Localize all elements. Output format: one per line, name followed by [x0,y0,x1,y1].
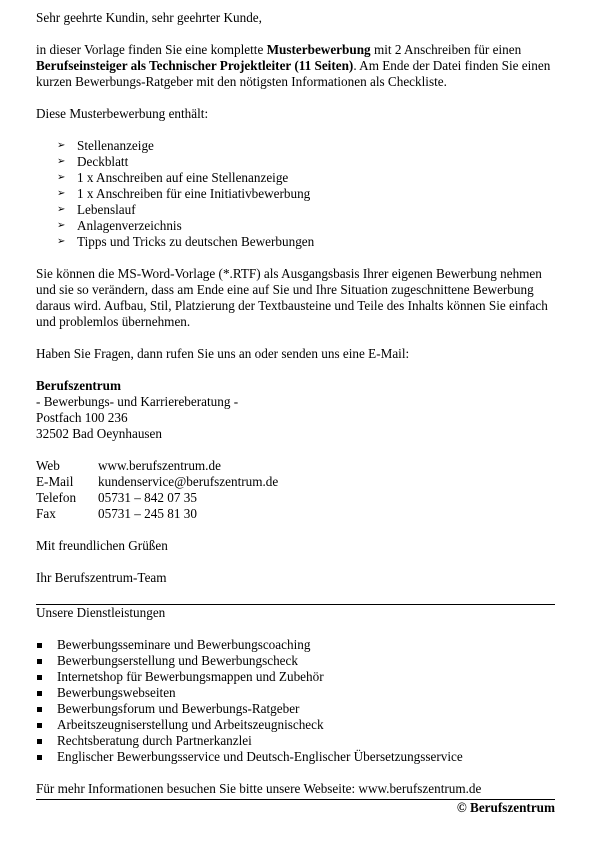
arrow-bullet-icon: ➢ [57,220,66,231]
list-item: ➢ Anlagenverzeichnis [57,218,182,233]
list-item: ➢ Deckblatt [57,154,129,169]
square-bullet-icon [37,755,42,760]
arrow-bullet-icon: ➢ [57,204,66,215]
list-item: Bewerbungsseminare und Bewerbungscoaching [36,637,556,653]
list-item: ➢ 1 x Anschreiben auf eine Stellenanzeige [57,170,289,185]
intro-text-2: mit 2 Anschreiben für einen [370,42,522,57]
intro-bold-1: Musterbewerbung [266,42,371,57]
company-name: Berufszentrum [36,378,121,393]
list-item: Bewerbungserstellung und Bewerbungscheck [36,653,556,669]
list-item: ➢ 1 x Anschreiben für eine Initiativbewerbung [57,186,311,201]
square-bullet-icon [37,723,42,728]
copyright: © Berufszentrum [456,800,555,815]
contact-row-fax: Fax 05731 – 245 81 30 [36,506,197,521]
arrow-bullet-icon: ➢ [57,156,66,167]
intro-bold-2: Berufseinsteiger als Technischer Projektleiter (11 Seiten) [36,58,354,73]
services-heading: Unsere Dienstleistungen [36,605,166,620]
square-bullet-icon [37,739,42,744]
email-link[interactable]: kundenservice@berufszentrum.de [98,474,279,489]
document-page [36,10,556,816]
address-line: 32502 Bad Oeynhausen [36,426,162,441]
address-line: - Bewerbungs- und Karriereberatung - [36,394,239,409]
arrow-bullet-icon: ➢ [57,172,66,183]
list-item: ➢ Stellenanzeige [57,138,154,153]
square-bullet-icon [37,643,42,648]
contact-row-email: E-Mail kundenservice@berufszentrum.de [36,474,279,489]
list-item: Bewerbungswebseiten [36,685,556,701]
square-bullet-icon [37,707,42,712]
list-item: Rechtsberatung durch Partnerkanzlei [36,733,556,749]
closing: Mit freundlichen Grüßen [36,538,168,553]
list-item: ➢ Tipps und Tricks zu deutschen Bewerbungen [57,234,315,249]
intro-text-1: in dieser Vorlage finden Sie eine komplette [36,42,267,57]
square-bullet-icon [37,659,42,664]
contact-row-web: Web www.berufszentrum.de [36,458,221,473]
contents-heading: Diese Musterbewerbung enthält: [36,106,209,121]
arrow-bullet-icon: ➢ [57,188,66,199]
list-item: Arbeitszeugniserstellung und Arbeitszeugnischeck [36,717,556,733]
list-item: ➢ Lebenslauf [57,202,136,217]
web-link[interactable]: www.berufszentrum.de [98,458,221,473]
contact-row-phone: Telefon 05731 – 842 07 35 [36,490,197,505]
salutation: Sehr geehrte Kundin, sehr geehrter Kunde, [36,10,262,25]
square-bullet-icon [37,675,42,680]
questions-line: Haben Sie Fragen, dann rufen Sie uns an oder senden uns eine E-Mail: [36,346,410,361]
list-item: Internetshop für Bewerbungsmappen und Zubehör [36,669,556,685]
intro-paragraph [36,42,556,90]
more-info-line: Für mehr Informationen besuchen Sie bitte unsere Webseite: www.berufszentrum.de [36,781,482,796]
list-item: Englischer Bewerbungsservice und Deutsch-Englischer Übersetzungsservice [36,749,556,765]
arrow-bullet-icon: ➢ [57,236,66,247]
list-item: Bewerbungsforum und Bewerbungs-Ratgeber [36,701,556,717]
arrow-bullet-icon: ➢ [57,140,66,151]
square-bullet-icon [37,691,42,696]
contents-list [36,138,556,250]
template-paragraph: Sie können die MS-Word-Vorlage (*.RTF) als Ausgangsbasis Ihrer eigenen Bewerbung nehmen und sie so verändern, dass am Ende eine auf Sie und Ihre Situation zugeschnittene Bewerbung daraus wird. Aufbau, Stil, Platzierung der Textbausteine und Teile des Inhalts können Sie einfach und problemlos übernehmen. [36,266,548,329]
signature: Ihr Berufszentrum-Team [36,570,167,585]
intro-text-3: . Am Ende der Datei finden Sie einen kurzen Bewerbungs-Ratgeber mit den nötigsten Informationen als Checkliste. [36,58,551,89]
services-list [36,637,556,765]
address-line: Postfach 100 236 [36,410,128,425]
